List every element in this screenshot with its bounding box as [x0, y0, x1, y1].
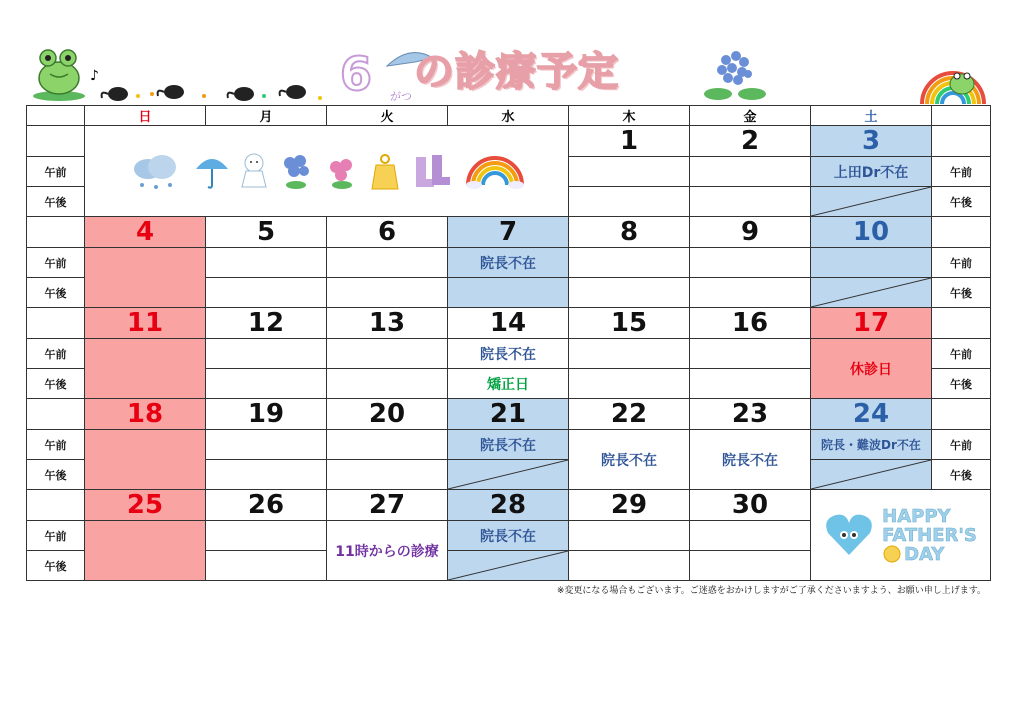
slot-cell: [690, 339, 811, 369]
side-blank: [932, 126, 991, 157]
rainbow-icon: [464, 151, 526, 191]
day-cell: 14: [448, 308, 569, 339]
slot-cell: [206, 339, 327, 369]
slot-cell: [206, 248, 327, 278]
week-4-date-row: [27, 399, 991, 430]
slot-cell: [569, 157, 690, 187]
slot-cell: [206, 430, 327, 460]
day-cell: 13: [327, 308, 448, 339]
pm-label: 午後: [27, 551, 85, 581]
slot-cell: [569, 369, 690, 399]
schedule-note: 矯正日: [448, 369, 569, 399]
day-cell: 7: [448, 217, 569, 248]
diagonal-line: [448, 551, 568, 580]
rainy-season-illustration: [85, 126, 569, 217]
slot-cell: [327, 430, 448, 460]
side-blank: [27, 399, 85, 430]
corner-cell: [932, 106, 991, 126]
weekday-sun: 日: [85, 106, 206, 126]
week-4-am-row: [27, 430, 991, 460]
day-cell: 1: [569, 126, 690, 157]
slot-cell: [327, 460, 448, 490]
schedule-note: 院長不在: [569, 430, 690, 490]
week-3-date-row: [27, 308, 991, 339]
weekday-sat: 土: [811, 106, 932, 126]
footer-note: ※変更になる場合もございます。ご迷惑をおかけしますがご了承くださいますよう、お願い申し上げます。: [556, 586, 986, 596]
schedule-note: 院長不在: [448, 248, 569, 278]
closed-slot: [85, 339, 206, 399]
diagonal-line: [448, 460, 568, 489]
slot-cell: [569, 248, 690, 278]
day-cell: 19: [206, 399, 327, 430]
fathers-day-line3: DAY: [904, 543, 945, 565]
am-label: 午前: [932, 339, 991, 369]
closed-slot: [85, 521, 206, 581]
schedule-note: 院長・難波Dr不在: [811, 430, 932, 460]
side-blank: [932, 308, 991, 339]
day-cell: 3: [811, 126, 932, 157]
slot-cell: [206, 278, 327, 308]
closed-slot: [811, 460, 932, 490]
side-blank: [932, 217, 991, 248]
week-2-am-row: [27, 248, 991, 278]
week-3-am-row: [27, 339, 991, 369]
slot-cell: [206, 551, 327, 581]
fathers-day-line2: FATHER'S: [882, 524, 977, 546]
slot-cell: [206, 369, 327, 399]
day-cell: 9: [690, 217, 811, 248]
weekday-mon: 月: [206, 106, 327, 126]
week-2-date-row: [27, 217, 991, 248]
title-area: [340, 48, 619, 104]
closed-slot: [448, 278, 569, 308]
day-cell: 23: [690, 399, 811, 430]
slot-cell: [327, 278, 448, 308]
day-cell: 30: [690, 490, 811, 521]
slot-cell: [690, 248, 811, 278]
diagonal-line: [811, 460, 931, 489]
day-cell: 25: [85, 490, 206, 521]
schedule-note: 院長不在: [448, 521, 569, 551]
day-cell: 4: [85, 217, 206, 248]
pm-label: 午後: [27, 369, 85, 399]
slot-cell: [569, 278, 690, 308]
am-label: 午前: [27, 157, 85, 187]
day-cell: 6: [327, 217, 448, 248]
slot-cell: [690, 187, 811, 217]
am-label: 午前: [27, 521, 85, 551]
schedule-note: 院長不在: [690, 430, 811, 490]
weekday-thu: 木: [569, 106, 690, 126]
rainbow-icon: [918, 50, 988, 104]
page-title: の診療予定: [414, 48, 620, 95]
day-cell: 12: [206, 308, 327, 339]
day-cell: 21: [448, 399, 569, 430]
weekday-wed: 水: [448, 106, 569, 126]
day-cell: 16: [690, 308, 811, 339]
slot-cell: [690, 551, 811, 581]
pm-label: 午後: [932, 278, 991, 308]
slot-cell: [327, 369, 448, 399]
am-label: 午前: [27, 339, 85, 369]
hydrangea-icon: [278, 151, 314, 191]
tadpole-icon: [100, 78, 340, 104]
am-label: 午前: [932, 157, 991, 187]
day-cell: 15: [569, 308, 690, 339]
schedule-note: 11時からの診療: [327, 521, 448, 581]
side-blank: [27, 126, 85, 157]
pm-label: 午後: [932, 187, 991, 217]
teru-teru-bozu-icon: [240, 151, 268, 191]
teru-teru-bozu-icon: [370, 151, 400, 191]
fathers-day-line1: HAPPY: [882, 505, 951, 527]
am-label: 午前: [932, 430, 991, 460]
pm-label: 午後: [932, 369, 991, 399]
schedule-note: 院長不在: [448, 430, 569, 460]
closed-slot: [811, 248, 932, 278]
month-number: 6: [340, 47, 373, 101]
slot-cell: [690, 278, 811, 308]
closed-slot: [85, 430, 206, 490]
day-cell: 27: [327, 490, 448, 521]
schedule-calendar: [26, 105, 991, 581]
closed-slot: [448, 460, 569, 490]
umbrella-icon: [194, 151, 230, 191]
fathers-day-text: [882, 507, 977, 564]
slot-cell: [690, 521, 811, 551]
week-5-date-row: [27, 490, 991, 521]
schedule-note: 上田Dr不在: [811, 157, 932, 187]
frog-icon: [30, 44, 88, 102]
week-1-date-row: [27, 126, 991, 157]
pm-label: 午後: [27, 460, 85, 490]
am-label: 午前: [932, 248, 991, 278]
day-cell: 8: [569, 217, 690, 248]
diagonal-line: [811, 278, 931, 307]
day-cell: 28: [448, 490, 569, 521]
day-cell: 29: [569, 490, 690, 521]
slot-cell: [569, 187, 690, 217]
holiday-note: 休診日: [811, 339, 932, 399]
closed-slot: [85, 248, 206, 308]
slot-cell: [327, 248, 448, 278]
slot-cell: [327, 339, 448, 369]
weekday-tue: 火: [327, 106, 448, 126]
slot-cell: [206, 521, 327, 551]
hydrangea-icon: [700, 48, 770, 104]
weekday-header-row: [27, 106, 991, 126]
day-cell: 26: [206, 490, 327, 521]
weekday-fri: 金: [690, 106, 811, 126]
heart-icon: [824, 511, 874, 559]
rain-boots-icon: [410, 151, 454, 191]
closed-slot: [811, 187, 932, 217]
month-kana: がつ: [390, 90, 412, 103]
schedule-note: 院長不在: [448, 339, 569, 369]
header: [0, 0, 1024, 106]
corner-cell: [27, 106, 85, 126]
diagonal-line: [811, 187, 931, 216]
day-cell: 20: [327, 399, 448, 430]
day-cell: 24: [811, 399, 932, 430]
day-cell: 22: [569, 399, 690, 430]
side-blank: [27, 490, 85, 521]
slot-cell: [569, 339, 690, 369]
day-cell: 5: [206, 217, 327, 248]
music-note-icon: ♪: [90, 68, 99, 84]
side-blank: [27, 217, 85, 248]
side-blank: [932, 399, 991, 430]
day-cell: 18: [85, 399, 206, 430]
am-label: 午前: [27, 248, 85, 278]
closed-slot: [811, 278, 932, 308]
pm-label: 午後: [27, 278, 85, 308]
slot-cell: [206, 460, 327, 490]
pm-label: 午後: [932, 460, 991, 490]
fathers-day-illustration: [811, 490, 991, 581]
slot-cell: [690, 369, 811, 399]
day-cell: 10: [811, 217, 932, 248]
day-cell: 2: [690, 126, 811, 157]
slot-cell: [569, 551, 690, 581]
slot-cell: [569, 521, 690, 551]
pm-label: 午後: [27, 187, 85, 217]
side-blank: [27, 308, 85, 339]
hydrangea-pink-icon: [324, 151, 360, 191]
cloud-icon: [128, 151, 184, 191]
slot-cell: [690, 157, 811, 187]
day-cell: 17: [811, 308, 932, 339]
am-label: 午前: [27, 430, 85, 460]
day-cell: 11: [85, 308, 206, 339]
rose-icon: [882, 545, 902, 563]
closed-slot: [448, 551, 569, 581]
